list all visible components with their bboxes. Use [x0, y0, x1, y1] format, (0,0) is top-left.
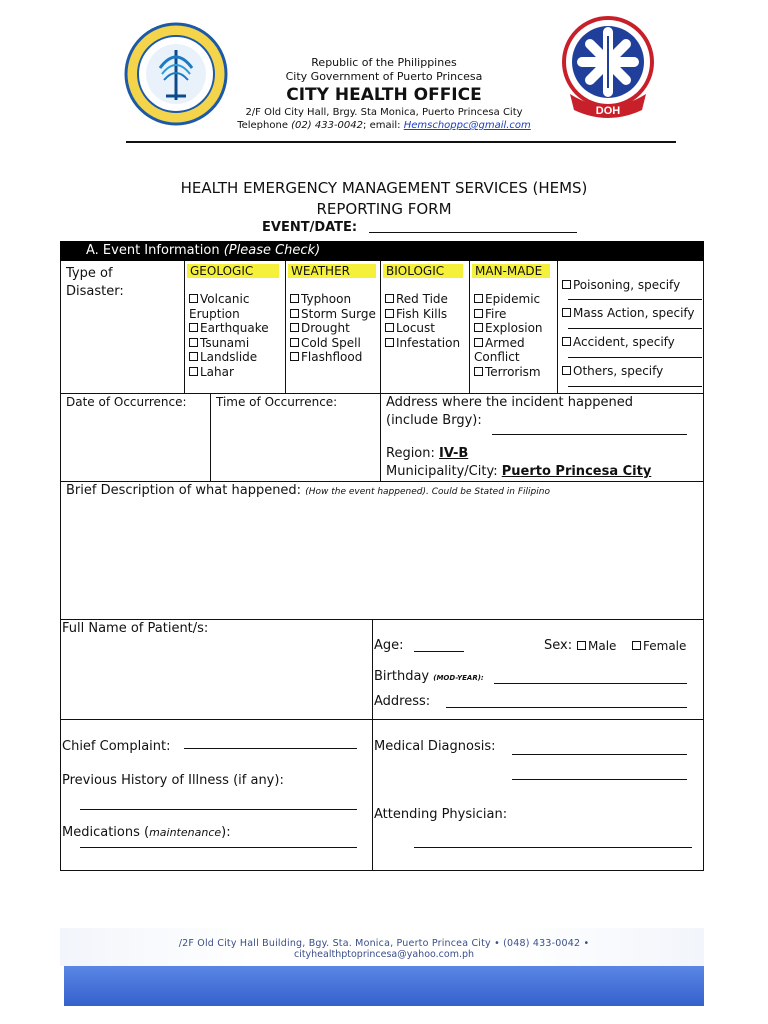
checkbox-icon[interactable]: [474, 309, 483, 318]
checkbox-icon[interactable]: [189, 294, 198, 303]
header-republic: Republic of the Philippines: [311, 56, 457, 69]
disaster-type-label: [66, 265, 124, 301]
phone-number: (02) 433-0042: [291, 120, 364, 131]
checkbox-icon[interactable]: [290, 309, 299, 318]
option-conflict-cont: Conflict: [474, 350, 520, 364]
svg-text:DOH: DOH: [595, 105, 621, 117]
header-city-government: City Government of Puerto Princesa: [285, 70, 483, 83]
form-subtitle: REPORTING FORM: [316, 200, 452, 218]
patient-address-field[interactable]: [446, 694, 687, 708]
attending-physician-label: Attending Physician:: [374, 807, 508, 822]
patient-name-field[interactable]: [62, 640, 368, 716]
option-cold-spell[interactable]: Cold Spell: [290, 336, 376, 351]
category-weather: WEATHER: [291, 264, 350, 278]
option-others[interactable]: Others, specify: [562, 364, 663, 379]
footer-address: /2F Old City Hall Building, Bgy. Sta. Monica, Puerto Princea City • (048) 433-0042 •: [178, 938, 590, 949]
chief-complaint-field[interactable]: [184, 735, 357, 749]
medications-end: ):: [221, 825, 231, 840]
section-a-title: A. Event Information: [86, 243, 220, 258]
checkbox-icon[interactable]: [189, 367, 198, 376]
address-incident-field[interactable]: [492, 420, 687, 435]
history-field[interactable]: [80, 796, 357, 810]
history-label: Previous History of Illness (if any):: [62, 773, 284, 788]
option-tsunami[interactable]: Tsunami: [189, 336, 269, 351]
option-drought[interactable]: Drought: [290, 321, 376, 336]
category-biologic: BIOLOGIC: [386, 264, 445, 278]
checkbox-icon[interactable]: [385, 323, 394, 332]
checkbox-icon[interactable]: [385, 338, 394, 347]
checkbox-icon[interactable]: [290, 294, 299, 303]
checkbox-icon[interactable]: [189, 352, 198, 361]
option-storm-surge[interactable]: Storm Surge: [290, 307, 376, 322]
description-hint: (How the event happened). Could be Stated in Filipino: [305, 487, 550, 497]
category-man-made: MAN-MADE: [475, 264, 543, 278]
checkbox-icon[interactable]: [577, 641, 586, 650]
sex-male-option[interactable]: Male: [577, 639, 616, 653]
sex-female-option[interactable]: Female: [632, 639, 686, 653]
patient-address-label: Address:: [374, 694, 431, 709]
option-lahar[interactable]: Lahar: [189, 365, 269, 380]
option-earthquake[interactable]: Earthquake: [189, 321, 269, 336]
option-accident[interactable]: Accident, specify: [562, 335, 675, 350]
option-fish-kills[interactable]: Fish Kills: [385, 307, 460, 322]
section-a-bar: [60, 241, 704, 261]
checkbox-icon[interactable]: [632, 641, 641, 650]
checkbox-icon[interactable]: [385, 309, 394, 318]
footer-bar: [64, 966, 704, 1006]
time-of-occurrence-label: Time of Occurrence:: [216, 395, 338, 409]
category-geologic: GEOLOGIC: [190, 264, 254, 278]
option-epidemic[interactable]: Epidemic: [474, 292, 543, 307]
disaster-label-line1: Type of: [66, 266, 113, 281]
biologic-options: [385, 292, 460, 350]
checkbox-icon[interactable]: [290, 338, 299, 347]
option-flashflood[interactable]: Flashflood: [290, 350, 376, 365]
address-incident-label: Address where the incident happened: [386, 395, 633, 410]
region-value: IV-B: [439, 446, 469, 461]
checkbox-icon[interactable]: [290, 352, 299, 361]
option-volcanic[interactable]: Volcanic: [189, 292, 269, 307]
header-divider: [126, 141, 676, 143]
birthday-field[interactable]: [494, 670, 687, 684]
option-armed-conflict[interactable]: Armed: [474, 336, 543, 351]
patient-name-label: Full Name of Patient/s:: [62, 621, 209, 636]
footer-email: cityhealthptoprincesa@yahoo.com.ph: [293, 949, 475, 960]
address-incident-label-2: (include Brgy):: [386, 413, 482, 428]
checkbox-icon[interactable]: [189, 338, 198, 347]
date-of-occurrence-label: Date of Occurrence:: [66, 395, 187, 409]
checkbox-icon[interactable]: [290, 323, 299, 332]
medical-diagnosis-label: Medical Diagnosis:: [374, 739, 496, 754]
municipality-value: Puerto Princesa City: [501, 464, 652, 479]
option-poisoning[interactable]: Poisoning, specify: [562, 278, 680, 293]
option-eruption-cont: Eruption: [189, 306, 240, 321]
municipality-row: [386, 464, 651, 479]
option-infestation[interactable]: Infestation: [385, 336, 460, 351]
medical-diagnosis-field[interactable]: [512, 741, 687, 755]
checkbox-icon[interactable]: [189, 323, 198, 332]
option-typhoon[interactable]: Typhoon: [290, 292, 376, 307]
sex-label: Sex:: [544, 638, 573, 653]
header-contact: [0, 120, 768, 131]
region-row: [386, 446, 468, 461]
description-row: [66, 483, 550, 498]
checkbox-icon[interactable]: [385, 294, 394, 303]
email-link[interactable]: Hemschoppc@gmail.com: [403, 120, 531, 131]
form-title: HEALTH EMERGENCY MANAGEMENT SERVICES (HEMS): [180, 179, 588, 197]
option-mass-action[interactable]: Mass Action, specify: [562, 306, 695, 321]
region-label: Region:: [386, 446, 440, 461]
geologic-options: [189, 292, 269, 379]
chief-complaint-label: Chief Complaint:: [62, 739, 171, 754]
medications-field[interactable]: [80, 834, 357, 848]
weather-options: [290, 292, 376, 365]
event-date-field[interactable]: [369, 220, 577, 233]
header-title: CITY HEALTH OFFICE: [286, 85, 482, 105]
header-address: 2/F Old City Hall, Brgy. Sta Monica, Puerto Princesa City: [245, 107, 523, 118]
checkbox-icon[interactable]: [474, 294, 483, 303]
email-prefix: ; email:: [363, 120, 404, 131]
section-a-italic: (Please Check): [223, 243, 321, 258]
birthday-label: Birthday: [374, 669, 434, 684]
option-landslide[interactable]: Landslide: [189, 350, 269, 365]
option-red-tide[interactable]: Red Tide: [385, 292, 460, 307]
attending-physician-field[interactable]: [414, 834, 692, 848]
age-label: Age:: [374, 638, 404, 653]
checkbox-icon[interactable]: [474, 338, 483, 347]
medications-label: Medications (: [62, 825, 150, 840]
option-fire[interactable]: Fire: [474, 307, 543, 322]
disaster-label-line2: Disaster:: [66, 284, 124, 299]
option-explosion[interactable]: Explosion: [474, 321, 543, 336]
medications-italic: maintenance: [149, 826, 222, 839]
option-terrorism[interactable]: Terrorism: [474, 365, 543, 380]
checkbox-icon[interactable]: [474, 367, 483, 376]
birthday-hint: (MOD-YEAR):: [433, 674, 484, 682]
phone-prefix: Telephone: [237, 120, 292, 131]
man-made-options: [474, 292, 543, 379]
medical-diagnosis-field-2[interactable]: [512, 766, 687, 780]
option-locust[interactable]: Locust: [385, 321, 460, 336]
birthday-row: [374, 669, 484, 684]
age-field[interactable]: [414, 638, 464, 652]
checkbox-icon[interactable]: [474, 323, 483, 332]
description-label: Brief Description of what happened:: [66, 483, 306, 498]
description-field[interactable]: [62, 500, 702, 616]
event-date-label: EVENT/DATE:: [262, 220, 358, 235]
municipality-label: Municipality/City:: [386, 464, 502, 479]
